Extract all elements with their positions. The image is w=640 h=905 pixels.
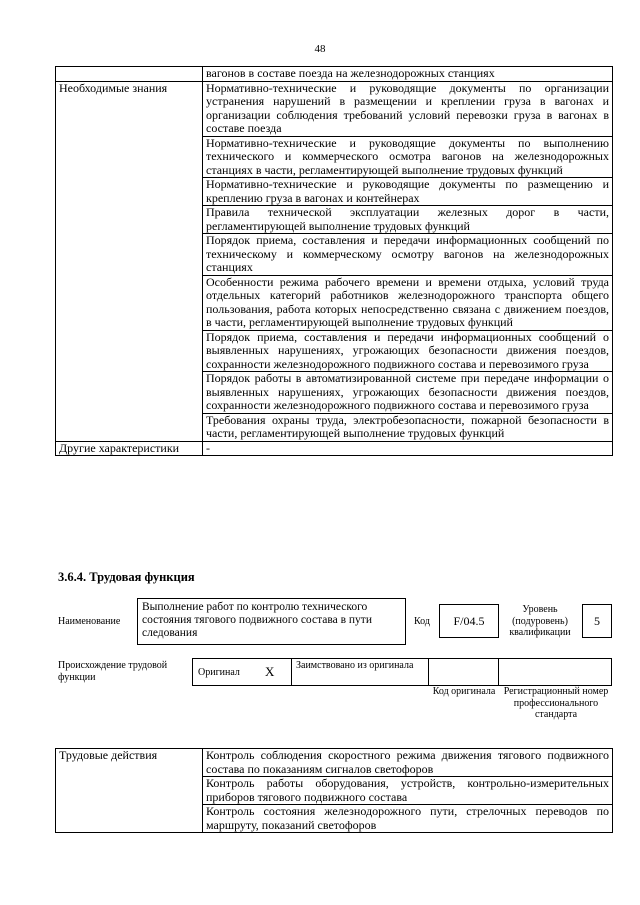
knowledge-item: Правила технической эксплуатации железных дорог в части, регламентирующей выполнение трудовых функций <box>203 206 613 234</box>
original-label: Оригинал <box>198 667 240 678</box>
function-code: F/04.5 <box>439 604 499 638</box>
reg-caption: Регистрационный номер профессионального стандарта <box>503 686 609 720</box>
origin-code-cell <box>428 658 499 686</box>
other-value: - <box>203 441 613 456</box>
page-number: 48 <box>314 43 326 55</box>
table-row <box>56 67 613 82</box>
table-row <box>56 749 613 777</box>
action-item: Контроль соблюдения скоростного режима движения тягового подвижного состава по показаниям сигналов светофоров <box>203 749 613 777</box>
empty-label-cell <box>56 67 203 82</box>
code-caption: Код оригинала <box>432 686 496 697</box>
knowledge-label: Необходимые знания <box>56 81 203 441</box>
action-item: Контроль работы оборудования, устройств, контрольно-измерительных приборов тягового подвижного состава <box>203 777 613 805</box>
knowledge-item: Порядок работы в автоматизированной системе при передаче информации о выявленных нарушениях, угрожающих безопасности движения поездов, сохранности железнодорожного подвижного состава и перевозимого груза <box>203 372 613 414</box>
action-item: Контроль состояния железнодорожного пути, стрелочных переводов по маршруту, показаний светофоров <box>203 805 613 833</box>
function-name: Выполнение работ по контролю технического состояния тягового подвижного состава в пути следования <box>137 598 406 645</box>
knowledge-item: Требования охраны труда, электробезопасности, пожарной безопасности в части, регламентирующей выполнение трудовых функций <box>203 413 613 441</box>
level-label: Уровень (подуровень) квалификации <box>509 604 571 638</box>
level-value: 5 <box>582 604 612 638</box>
borrowed-label: Заимствовано из оригинала <box>296 660 414 671</box>
knowledge-item: Нормативно-технические и руководящие документы по выполнению технического и коммерческого осмотра вагонов на железнодорожных станциях в части, регламентирующей выполнение трудовых функций <box>203 136 613 178</box>
name-label: Наименование <box>58 616 121 627</box>
code-label: Код <box>414 616 430 627</box>
actions-label: Трудовые действия <box>56 749 203 833</box>
continued-row: вагонов в составе поезда на железнодорожных станциях <box>203 67 613 82</box>
knowledge-item: Нормативно-технические и руководящие документы по размещению и креплению груза в вагонах и контейнерах <box>203 178 613 206</box>
actions-table <box>55 748 613 833</box>
section-heading: 3.6.4. Трудовая функция <box>58 570 195 584</box>
reg-number-cell <box>498 658 612 686</box>
knowledge-item: Порядок приема, составления и передачи информационных сообщений о выявленных нарушениях, угрожающих безопасности движения поездов, сохранности железнодорожного подвижного состава и перевозимого груза <box>203 330 613 372</box>
table-row <box>56 441 613 456</box>
table-row <box>56 81 613 136</box>
borrowed-cell <box>291 658 429 686</box>
origin-label: Происхождение трудовой функции <box>58 660 168 683</box>
knowledge-item: Нормативно-технические и руководящие документы по организации устранения нарушений в размещении и креплении груза в вагонах и организации соблюдения требований условий перевозки груза в вагонах в составе поезда <box>203 81 613 136</box>
knowledge-table <box>55 66 613 456</box>
knowledge-item: Особенности режима рабочего времени и времени отдыха, условий труда отдельных категорий работников железнодорожного транспорта общего пользования, работа которых непосредственно связана с движением поездов, в части, регламентирующей выполнение трудовых функций <box>203 275 613 330</box>
other-label: Другие характеристики <box>56 441 203 456</box>
knowledge-item: Порядок приема, составления и передачи информационных сообщений по техническому и коммерческому осмотру вагонов на железнодорожных станциях <box>203 234 613 276</box>
original-mark: X <box>265 664 275 679</box>
original-cell <box>192 658 292 686</box>
